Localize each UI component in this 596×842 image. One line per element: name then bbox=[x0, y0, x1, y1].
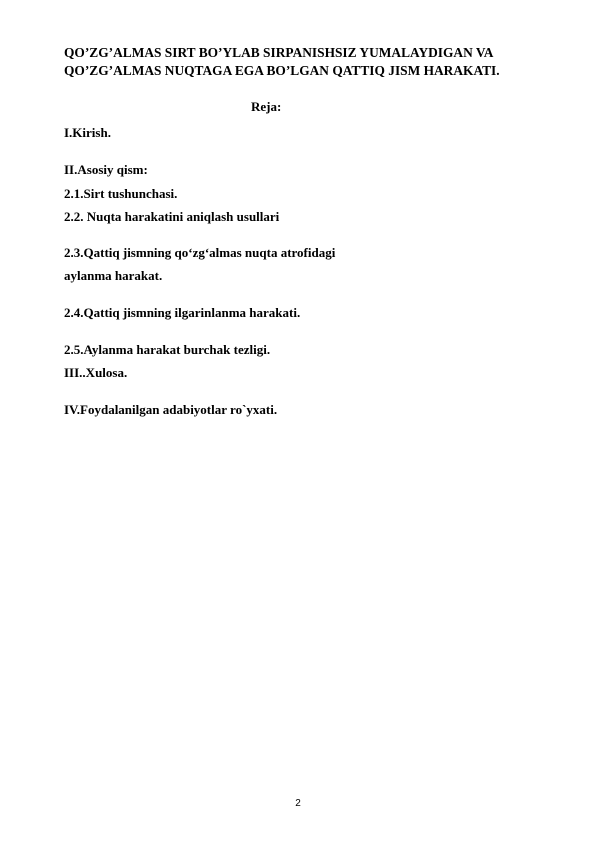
plan-item-2-3: 2.3.Qattiq jismning qo‘zg‘almas nuqta atrofidagi bbox=[64, 245, 336, 260]
page-number: 2 bbox=[295, 798, 301, 809]
plan-item-2-5: 2.5.Aylanma harakat burchak tezligi. bbox=[64, 342, 271, 357]
plan-item-2-2: 2.2. Nuqta harakatini aniqlash usullari bbox=[64, 209, 280, 224]
plan-item-2-1: 2.1.Sirt tushunchasi. bbox=[64, 186, 178, 201]
plan-item-2-3-continued: aylanma harakat. bbox=[64, 268, 163, 283]
plan-item-references: IV.Foydalanilgan adabiyotlar ro`yxati. bbox=[64, 402, 278, 417]
plan-item-conclusion: III..Xulosa. bbox=[64, 365, 128, 380]
title-line-2: QO’ZG’ALMAS NUQTAGA EGA BO’LGAN QATTIQ JISM HARAKATI. bbox=[64, 63, 500, 78]
plan-item-2-4: 2.4.Qattiq jismning ilgarinlanma harakati. bbox=[64, 305, 301, 320]
plan-heading: Reja: bbox=[251, 99, 282, 114]
plan-item-main-part: II.Asosiy qism: bbox=[64, 162, 148, 177]
plan-item-introduction: I.Kirish. bbox=[64, 125, 111, 140]
title-line-1: QO’ZG’ALMAS SIRT BO’YLAB SIRPANISHSIZ YUMALAYDIGAN VA bbox=[64, 45, 494, 60]
